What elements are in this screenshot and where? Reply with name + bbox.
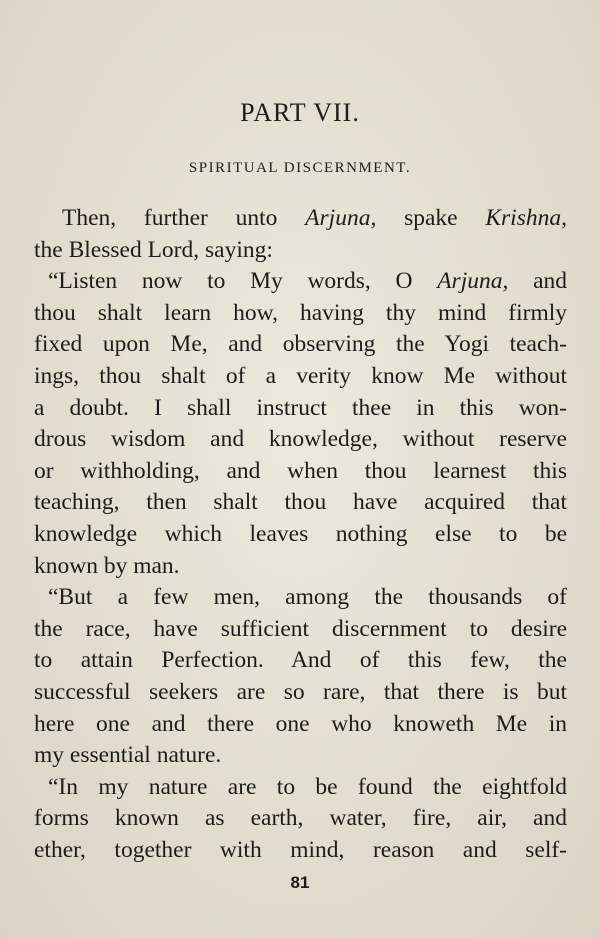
text-line: knowledge which leaves nothing else to be: [34, 520, 567, 547]
text-line: to attain Perfection. And of this few, the: [34, 647, 567, 674]
text-line: drous wisdom and knowledge, without reserve: [34, 426, 567, 453]
text-line: Then, further unto Arjuna, spake Krishna,: [62, 205, 567, 231]
text-line: thou shalt learn how, having thy mind firmly: [34, 299, 567, 326]
text-line: fixed upon Me, and observing the Yogi teach-: [34, 331, 567, 358]
text-line: ether, together with mind, reason and self-: [34, 836, 567, 863]
chapter-title: SPIRITUAL DISCERNMENT.: [188, 160, 412, 176]
text-line: “In my nature are to be found the eightfold: [48, 773, 567, 800]
text-line: a doubt. I shall instruct thee in this won-: [34, 394, 567, 421]
text-line: here one and there one who knoweth Me in: [34, 710, 567, 737]
text-line: the Blessed Lord, saying:: [34, 236, 273, 263]
text-line: “Listen now to My words, O Arjuna, and: [48, 268, 567, 295]
text-line: successful seekers are so rare, that there is but: [34, 678, 567, 705]
text-line: teaching, then shalt thou have acquired that: [34, 489, 567, 516]
text-line: “But a few men, among the thousands of: [48, 584, 567, 611]
part-title: PART VII.: [240, 98, 360, 127]
text-line: forms known as earth, water, fire, air, and: [34, 805, 567, 832]
text-line: my essential nature.: [34, 742, 222, 769]
text-line: known by man.: [34, 552, 180, 579]
text-line: ings, thou shalt of a verity know Me without: [34, 362, 567, 389]
text-line: the race, have sufficient discernment to desire: [34, 615, 567, 642]
body-text: [34, 203, 567, 866]
text-line: or withholding, and when thou learnest this: [34, 457, 567, 484]
page-number: 81: [290, 873, 310, 892]
